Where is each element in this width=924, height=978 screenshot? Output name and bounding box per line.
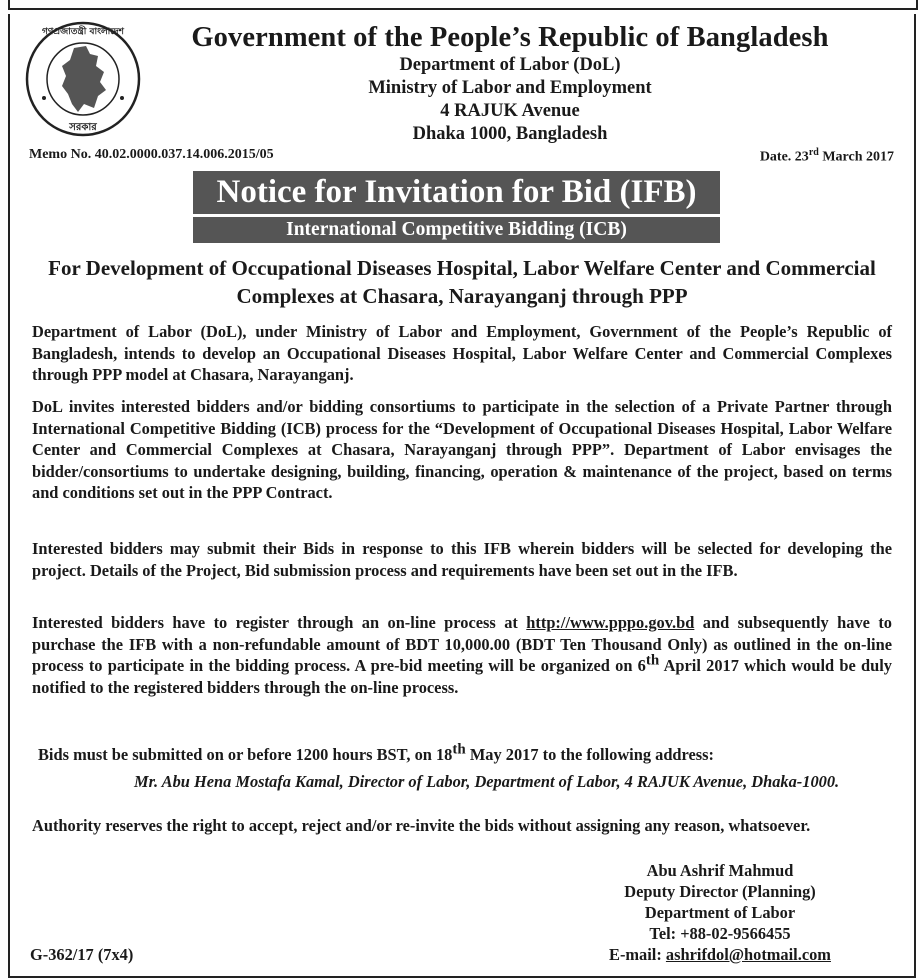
paragraph-submission: Interested bidders may submit their Bids in response to this IFB wherein bidders will be selected for developing the project. Details of the Project, Bid submission process and requirements have been set out in the IFB.: [32, 539, 892, 580]
submission-address: Mr. Abu Hena Mostafa Kamal, Director of Labor, Department of Labor, 4 RAJUK Avenue, Dhaka-1000.: [134, 772, 840, 791]
paragraph-intro: Department of Labor (DoL), under Ministry of Labor and Employment, Government of the People’s Republic of Bangladesh, intends to develop an Occupational Diseases Hospital, Labor Welfare Center and Commercial Complexes through PPP model at Chasara, Narayanganj.: [32, 322, 892, 384]
signatory-email: E-mail: ashrifdol@hotmail.com: [609, 945, 831, 964]
signatory-department: Department of Labor: [644, 903, 796, 922]
signatory-phone: Tel: +88-02-9566455: [649, 924, 791, 943]
svg-text:সরকার: সরকার: [69, 122, 97, 133]
svg-text:গণপ্রজাতন্ত্রী বাংলাদেশ: গণপ্রজাতন্ত্রী বাংলাদেশ: [42, 27, 124, 37]
memo-number: Memo No. 40.02.0000.037.14.006.2015/05: [29, 147, 274, 162]
authority-clause: Authority reserves the right to accept, reject and/or re-invite the bids without assigning any reason, whatsoever.: [32, 816, 811, 835]
top-border: [8, 0, 918, 10]
bid-deadline: Bids must be submitted on or before 1200 hours BST, on 18th May 2017 to the following address:: [38, 741, 715, 764]
gazette-reference: G-362/17 (7x4): [30, 945, 134, 964]
signatory-designation: Deputy Director (Planning): [624, 882, 816, 901]
pppo-website-link[interactable]: http://www.pppo.gov.bd: [526, 613, 695, 632]
ministry-line: Ministry of Labor and Employment: [368, 78, 652, 98]
notice-subtitle: International Competitive Bidding (ICB): [193, 217, 720, 243]
street-line: 4 RAJUK Avenue: [440, 101, 580, 121]
project-title: For Development of Occupational Diseases Hospital, Labor Welfare Center and Commercial Complexes at Chasara, Narayanganj through PPP: [48, 256, 876, 308]
government-seal-logo: [24, 20, 142, 138]
signatory-name: Abu Ashrif Mahmud: [646, 861, 794, 880]
city-line: Dhaka 1000, Bangladesh: [412, 124, 608, 144]
department-line: Department of Labor (DoL): [399, 55, 621, 75]
paragraph-registration: Interested bidders have to register through an on-line process at http://www.pppo.gov.bd and subsequently have to purchase the IFB with a non-refundable amount of BDT 10,000.00 (BDT Ten Thousand Only) as outlined in the on-line process to participate in the bidding process. A pre-bid meeting will be organized on 6th April 2017 which would be duly notified to the registered bidders through the on-line process.: [32, 613, 892, 697]
email-link[interactable]: ashrifdol@hotmail.com: [665, 945, 831, 964]
government-title: Government of the People’s Republic of Bangladesh: [191, 22, 829, 53]
paragraph-invitation: DoL invites interested bidders and/or bidding consortiums to participate in the selection of a Private Partner through International Competitive Bidding (ICB) process for the “Development of Occupational Diseases Hospital, Labor Welfare Center and Commercial Complexes at Chasara, Narayanganj through PPP”. Department of Labor envisages the bidder/consortiums to undertake designing, building, financing, operation & maintenance of the project, based on terms and conditions set out in the PPP Contract.: [32, 397, 892, 502]
notice-title: Notice for Invitation for Bid (IFB): [193, 171, 720, 214]
notice-date: Date. 23rd March 2017: [759, 147, 894, 165]
